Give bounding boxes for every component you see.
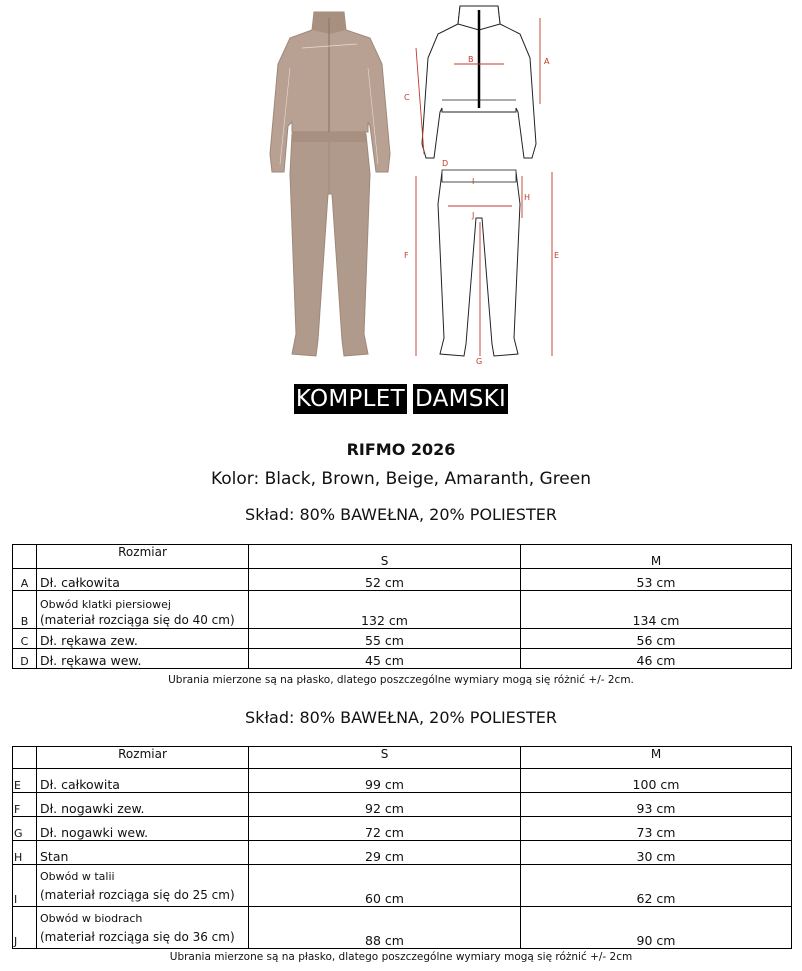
table-row xyxy=(13,907,792,949)
composition-bottom: Skład: 80% BAWEŁNA, 20% POLIESTER xyxy=(245,708,557,727)
size-header-label: Rozmiar xyxy=(37,747,249,769)
row-value-m: 30 cm xyxy=(521,841,792,865)
diagram-label-e: E xyxy=(554,251,560,260)
row-name-cell xyxy=(37,865,249,907)
composition-top: Skład: 80% BAWEŁNA, 20% POLIESTER xyxy=(245,505,557,524)
table-cell xyxy=(13,747,37,769)
row-letter: F xyxy=(13,793,37,817)
row-name: Dł. całkowita xyxy=(37,569,249,591)
table-row xyxy=(13,865,792,907)
row-value-s: 132 cm xyxy=(249,591,521,629)
row-value-s: 92 cm xyxy=(249,793,521,817)
diagram-label-c: C xyxy=(404,93,410,102)
size-header-m: M xyxy=(521,545,792,569)
row-letter: E xyxy=(13,769,37,793)
row-value-s: 29 cm xyxy=(249,841,521,865)
row-value-m: 73 cm xyxy=(521,817,792,841)
row-name-cell xyxy=(37,907,249,949)
row-value-s: 55 cm xyxy=(249,629,521,649)
row-letter: G xyxy=(13,817,37,841)
size-header-s: S xyxy=(249,747,521,769)
row-value-s: 52 cm xyxy=(249,569,521,591)
table-row xyxy=(13,793,792,817)
diagram-label-f: F xyxy=(404,251,409,260)
diagram-label-d: D xyxy=(442,159,449,168)
table-row xyxy=(13,591,792,629)
table-row xyxy=(13,841,792,865)
row-subnote: (materiał rozciąga się do 40 cm) xyxy=(40,613,235,627)
top-size-table xyxy=(12,544,792,669)
diagram-label-j: J xyxy=(472,211,475,220)
diagram-label-h: H xyxy=(524,193,531,202)
table-row xyxy=(13,649,792,669)
row-value-s: 88 cm xyxy=(249,907,521,949)
diagram-label-a: A xyxy=(544,57,550,66)
row-letter: H xyxy=(13,841,37,865)
row-letter: D xyxy=(13,649,37,669)
row-name: Obwód w talii xyxy=(40,870,115,883)
row-name: Dł. nogawki zew. xyxy=(37,793,249,817)
table-row xyxy=(13,569,792,591)
row-value-s: 99 cm xyxy=(249,769,521,793)
row-name-cell xyxy=(37,591,249,629)
size-header-m: M xyxy=(521,747,792,769)
size-header-s: S xyxy=(249,545,521,569)
row-value-m: 90 cm xyxy=(521,907,792,949)
diagram-label-i: I xyxy=(472,177,475,186)
bottom-size-table xyxy=(12,746,792,949)
row-name: Dł. rękawa wew. xyxy=(37,649,249,669)
measurement-diagram xyxy=(402,4,562,364)
table-cell xyxy=(13,545,37,569)
product-photo xyxy=(262,4,397,364)
row-value-m: 56 cm xyxy=(521,629,792,649)
row-value-s: 72 cm xyxy=(249,817,521,841)
row-letter: J xyxy=(13,907,37,949)
title-word-1: KOMPLET xyxy=(295,386,405,412)
page-title xyxy=(0,384,802,414)
row-value-s: 45 cm xyxy=(249,649,521,669)
row-letter: B xyxy=(13,591,37,629)
row-letter: I xyxy=(13,865,37,907)
diagram-label-b: B xyxy=(468,55,474,64)
row-value-m: 46 cm xyxy=(521,649,792,669)
row-name: Dł. rękawa zew. xyxy=(37,629,249,649)
measurement-note-top: Ubrania mierzone są na płasko, dlatego poszczególne wymiary mogą się różnić +/- 2cm. xyxy=(168,674,634,686)
table-row xyxy=(13,769,792,793)
measurement-note-bottom: Ubrania mierzone są na płasko, dlatego poszczególne wymiary mogą się różnić +/- 2cm xyxy=(169,951,633,963)
color-line: Kolor: Black, Brown, Beige, Amaranth, Green xyxy=(210,469,592,489)
table-row xyxy=(13,629,792,649)
row-letter: C xyxy=(13,629,37,649)
title-word-2: DAMSKI xyxy=(414,386,507,412)
diagram-label-g: G xyxy=(476,357,483,364)
row-letter: A xyxy=(13,569,37,591)
row-name: Stan xyxy=(37,841,249,865)
model-name: RIFMO 2026 xyxy=(346,440,456,459)
row-value-m: 62 cm xyxy=(521,865,792,907)
row-subnote: (materiał rozciąga się do 25 cm) xyxy=(40,888,235,902)
row-value-m: 53 cm xyxy=(521,569,792,591)
row-subnote: (materiał rozciąga się do 36 cm) xyxy=(40,930,235,944)
row-name: Dł. nogawki wew. xyxy=(37,817,249,841)
row-name: Dł. całkowita xyxy=(37,769,249,793)
row-name: Obwód w biodrach xyxy=(40,912,143,925)
row-value-m: 100 cm xyxy=(521,769,792,793)
row-value-m: 93 cm xyxy=(521,793,792,817)
row-value-m: 134 cm xyxy=(521,591,792,629)
row-value-s: 60 cm xyxy=(249,865,521,907)
size-header-label: Rozmiar xyxy=(37,545,249,569)
table-row xyxy=(13,817,792,841)
row-name: Obwód klatki piersiowej xyxy=(40,598,171,611)
